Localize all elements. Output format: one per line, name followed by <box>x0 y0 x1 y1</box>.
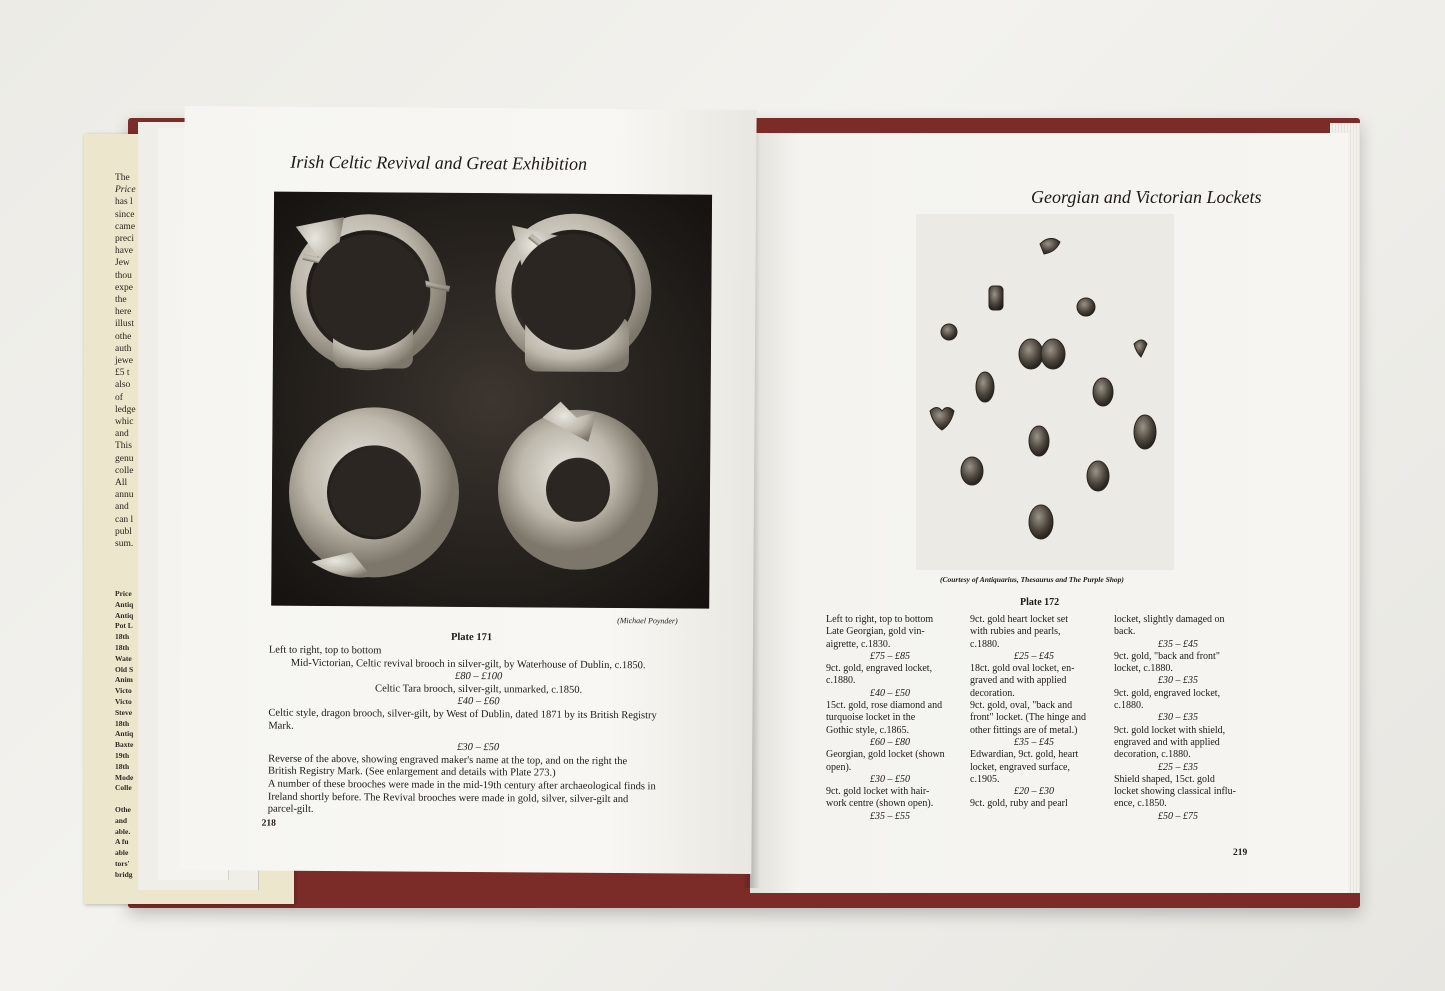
photo-credit: (Courtesy of Antiquarius, Thesaurus and The Purple Shop) <box>940 575 1124 584</box>
page-heading: Irish Celtic Revival and Great Exhibition <box>290 151 588 174</box>
jacket-text: The Price has l since came preci have Jew thou expe the here illust othe auth jewe £5 t also of ledge whic and This genu colle All annu and can l publ sum. <box>115 173 136 550</box>
brooches-photo <box>271 192 712 609</box>
caption-column-2: 9ct. gold heart locket set with rubies and pearls, c.1880. £25 – £45 18ct. gold oval locket, en- graved and with applied decoration. 9ct. gold, oval, "back and front" locket. (The hinge and other fittings are of metal.) £35 – £45 Edwardian, 9ct. gold, heart locket, engraved surface, c.1905. £20 – £30 9ct. gold, ruby and pearl <box>970 614 1086 810</box>
caption-column-1: Left to right, top to bottom Late Georgian, gold vin- aigrette, c.1830. £75 – £85 9ct. gold, engraved locket, c.1880. £40 – £50 15ct. gold, rose diamond and turquoise locket in the Gothic style, c.1865. £60 – £80 Georgian, gold locket (shown open). £30 – £50 9ct. gold locket with hair- work centre (shown open). £35 – £55 <box>826 614 945 822</box>
plate-label: Plate 172 <box>1020 597 1060 608</box>
page-219 <box>750 133 1348 893</box>
photo-credit: (Michael Poynder) <box>617 616 678 626</box>
plate-label: Plate 171 <box>450 631 493 644</box>
page-number: 219 <box>1233 848 1248 858</box>
jacket-contents-list: Price Antiq Antiq Pot L 18th 18th Wate Old S Anim Victo Victo Steve 18th Antiq Baxte 19th 18th Mode Colle Othe and able. A fu able tors' bridg <box>115 589 134 879</box>
page-number: 218 <box>261 818 276 829</box>
brooches-illustration <box>271 192 712 609</box>
lockets-photo <box>916 214 1174 570</box>
page-218 <box>179 106 756 874</box>
plate-caption: Left to right, top to bottom Mid-Victorian, Celtic revival brooch in silver-gilt, by Waterhouse of Dublin, c.1850. £80 – £100 Celtic Tara brooch, silver-gilt, unmarked, c.1850. £40 – £60 Celtic style, dragon brooch, silver-gilt, by West of Dublin, dated 1871 by its British Registry Mark. £30 – £50 Reverse of the above, showing engraved maker's name at the top, and on the right the British Registry Mark. (See enlargement and details with Plate 273.) A number of these brooches were made in the mid-19th century after archaeological finds in Ireland shortly before. The Revival brooches were made in gold, silver, silver-gilt and parcel-gilt. <box>267 644 657 816</box>
page-heading: Georgian and Victorian Lockets <box>1031 187 1262 207</box>
caption-column-3: locket, slightly damaged on back. £35 – £45 9ct. gold, "back and front" locket, c.1880. £30 – £35 9ct. gold, engraved locket, c.1880. £30 – £35 9ct. gold locket with shield, engraved and with applied decoration, c.1880. £25 – £35 Shield shaped, 15ct. gold locket showing classical influ- ence, c.1850. £50 – £75 <box>1114 614 1236 822</box>
lockets-illustration <box>916 214 1174 570</box>
